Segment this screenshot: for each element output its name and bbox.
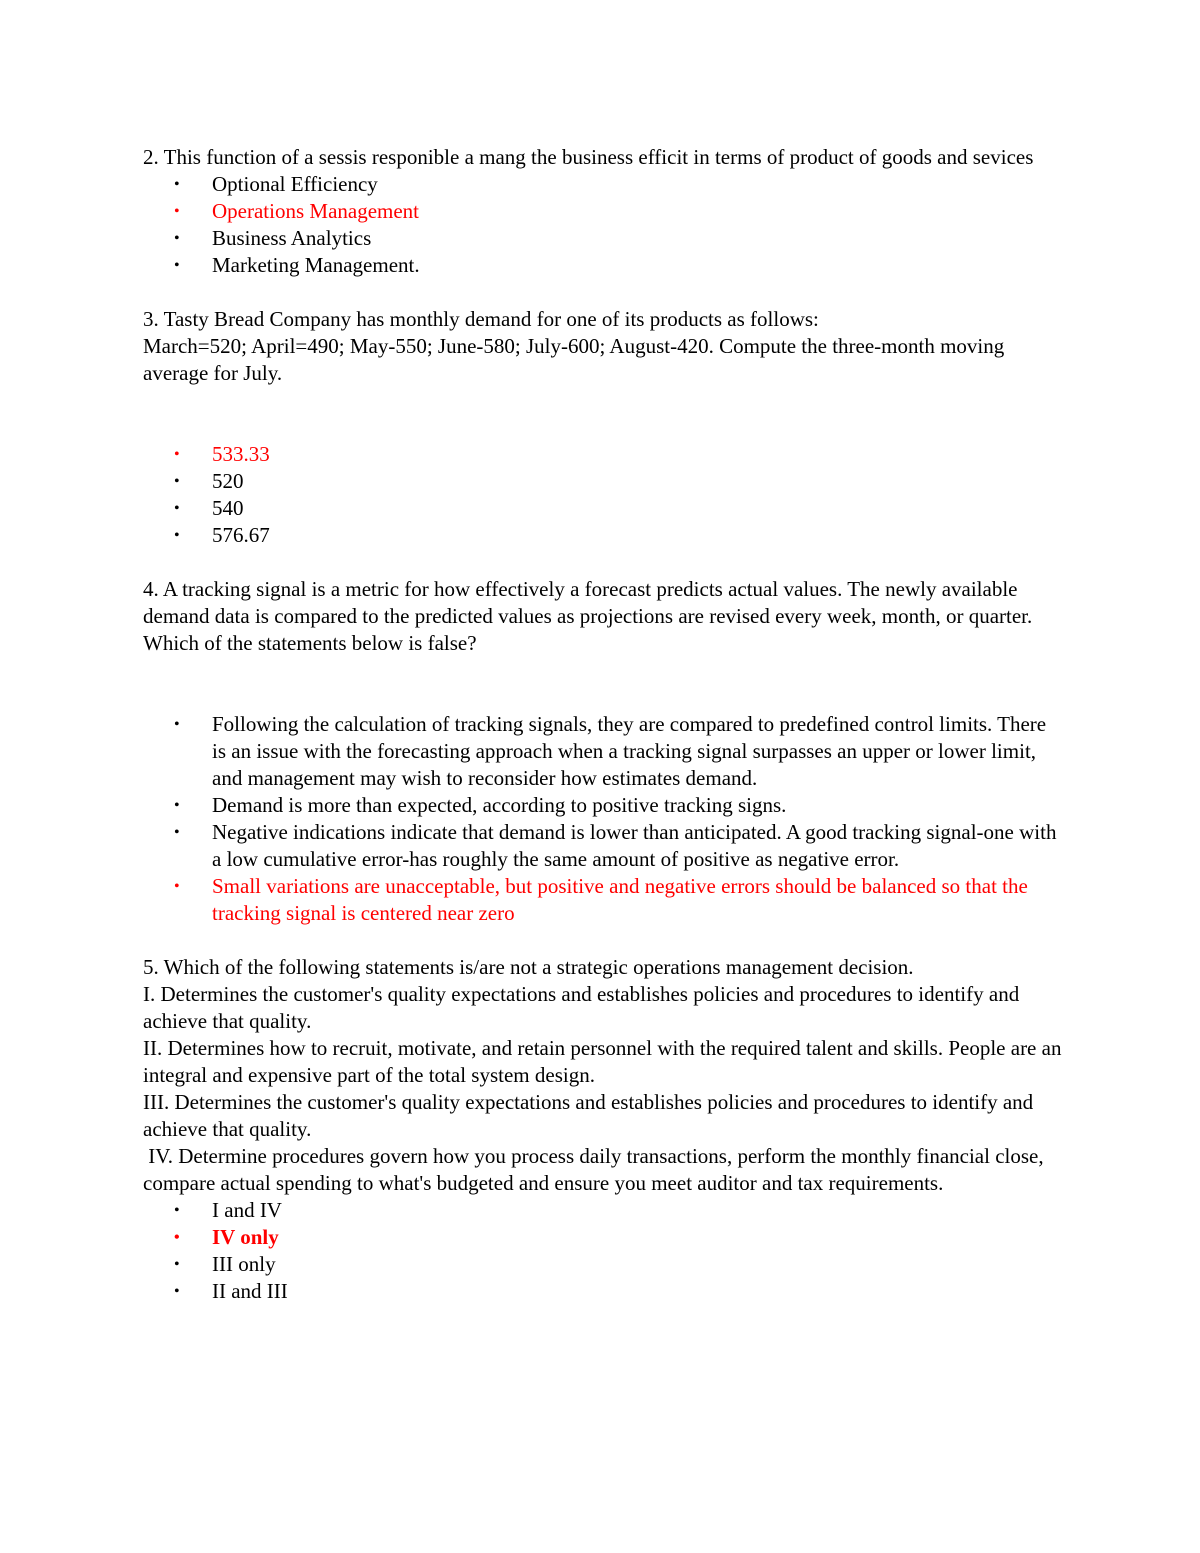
bullet-icon: •: [174, 824, 180, 841]
option-text: Following the calculation of tracking signals, they are compared to predefined control limits. There is an issue with the forecasting approach when a tracking signal surpasses an upper or lower limit, and management may wish to reconsider how estimates demand.: [212, 712, 1047, 790]
list-item: [174, 495, 1063, 522]
option-text: III only: [212, 1252, 276, 1276]
bullet-icon: •: [174, 500, 180, 517]
list-item: [174, 225, 1063, 252]
option-text: 576.67: [212, 523, 270, 547]
bullet-icon: •: [174, 446, 180, 463]
list-item: [174, 711, 1063, 792]
bullet-icon: •: [174, 527, 180, 544]
question-3: [143, 306, 1063, 549]
list-item: [174, 252, 1063, 279]
bullet-icon: •: [174, 716, 180, 733]
option-text: II and III: [212, 1279, 288, 1303]
question-2-options: [143, 171, 1063, 279]
question-5-options: [143, 1197, 1063, 1305]
list-item: [174, 171, 1063, 198]
option-text: Operations Management: [212, 199, 420, 223]
option-text: 533.33: [212, 442, 270, 466]
statement-1: I. Determines the customer's quality expectations and establishes policies and procedures to identify and achieve that quality.: [143, 982, 1020, 1033]
bullet-icon: •: [174, 203, 180, 220]
bullet-icon: •: [174, 1202, 180, 1219]
bullet-icon: •: [174, 1229, 180, 1246]
spacer: [143, 657, 1063, 711]
spacer: [143, 279, 1063, 306]
question-4-text: 4. A tracking signal is a metric for how effectively a forecast predicts actual values. The newly available demand data is compared to the predicted values as projections are revised every week, month, or quarter. Which of the statements below is false?: [143, 577, 1033, 655]
list-item: [174, 792, 1063, 819]
question-3-options: [143, 441, 1063, 549]
bullet-icon: •: [174, 230, 180, 247]
question-5: [143, 954, 1063, 1305]
list-item-correct-answer: [174, 1224, 1063, 1251]
option-text: 520: [212, 469, 244, 493]
list-item: [174, 522, 1063, 549]
spacer: [143, 927, 1063, 954]
option-text: I and IV: [212, 1198, 282, 1222]
question-5-text: 5. Which of the following statements is/are not a strategic operations management decision.: [143, 955, 914, 979]
list-item: [174, 819, 1063, 873]
spacer: [143, 387, 1063, 441]
list-item-correct-answer: [174, 198, 1063, 225]
list-item: [174, 1197, 1063, 1224]
list-item: [174, 468, 1063, 495]
option-text: Small variations are unacceptable, but positive and negative errors should be balanced so that the tracking signal is centered near zero: [212, 874, 1028, 925]
question-2: [143, 144, 1063, 279]
option-text: Demand is more than expected, according to positive tracking signs.: [212, 793, 787, 817]
option-text: Negative indications indicate that demand is lower than anticipated. A good tracking signal-one with a low cumulative error-has roughly the same amount of positive as negative error.: [212, 820, 1057, 871]
bullet-icon: •: [174, 797, 180, 814]
question-3-text: 3. Tasty Bread Company has monthly demand for one of its products as follows:: [143, 307, 819, 331]
question-2-text: 2. This function of a sessis responible a mang the business efficit in terms of product of goods and sevices: [143, 145, 1034, 169]
statement-2: II. Determines how to recruit, motivate, and retain personnel with the required talent and skills. People are an integral and expensive part of the total system design.: [143, 1036, 1062, 1087]
list-item: [174, 1278, 1063, 1305]
bullet-icon: •: [174, 473, 180, 490]
question-4-options: [143, 711, 1063, 927]
bullet-icon: •: [174, 878, 180, 895]
question-4: [143, 576, 1063, 927]
question-3-data: March=520; April=490; May-550; June-580; July-600; August-420. Compute the three-month moving average for July.: [143, 334, 1005, 385]
option-text: Business Analytics: [212, 226, 372, 250]
list-item-correct-answer: [174, 441, 1063, 468]
spacer: [143, 549, 1063, 576]
list-item: [174, 1251, 1063, 1278]
option-text: Optional Efficiency: [212, 172, 378, 196]
document-page: [143, 144, 1063, 1305]
bullet-icon: •: [174, 1283, 180, 1300]
statement-3: III. Determines the customer's quality expectations and establishes policies and procedures to identify and achieve that quality.: [143, 1090, 1034, 1141]
bullet-icon: •: [174, 257, 180, 274]
list-item-correct-answer: [174, 873, 1063, 927]
statement-4: IV. Determine procedures govern how you process daily transactions, perform the monthly financial close, compare actual spending to what's budgeted and ensure you meet auditor and tax requirements.: [143, 1144, 1049, 1195]
option-text: 540: [212, 496, 244, 520]
option-text: IV only: [212, 1225, 279, 1249]
option-text: Marketing Management.: [212, 253, 420, 277]
bullet-icon: •: [174, 176, 180, 193]
bullet-icon: •: [174, 1256, 180, 1273]
